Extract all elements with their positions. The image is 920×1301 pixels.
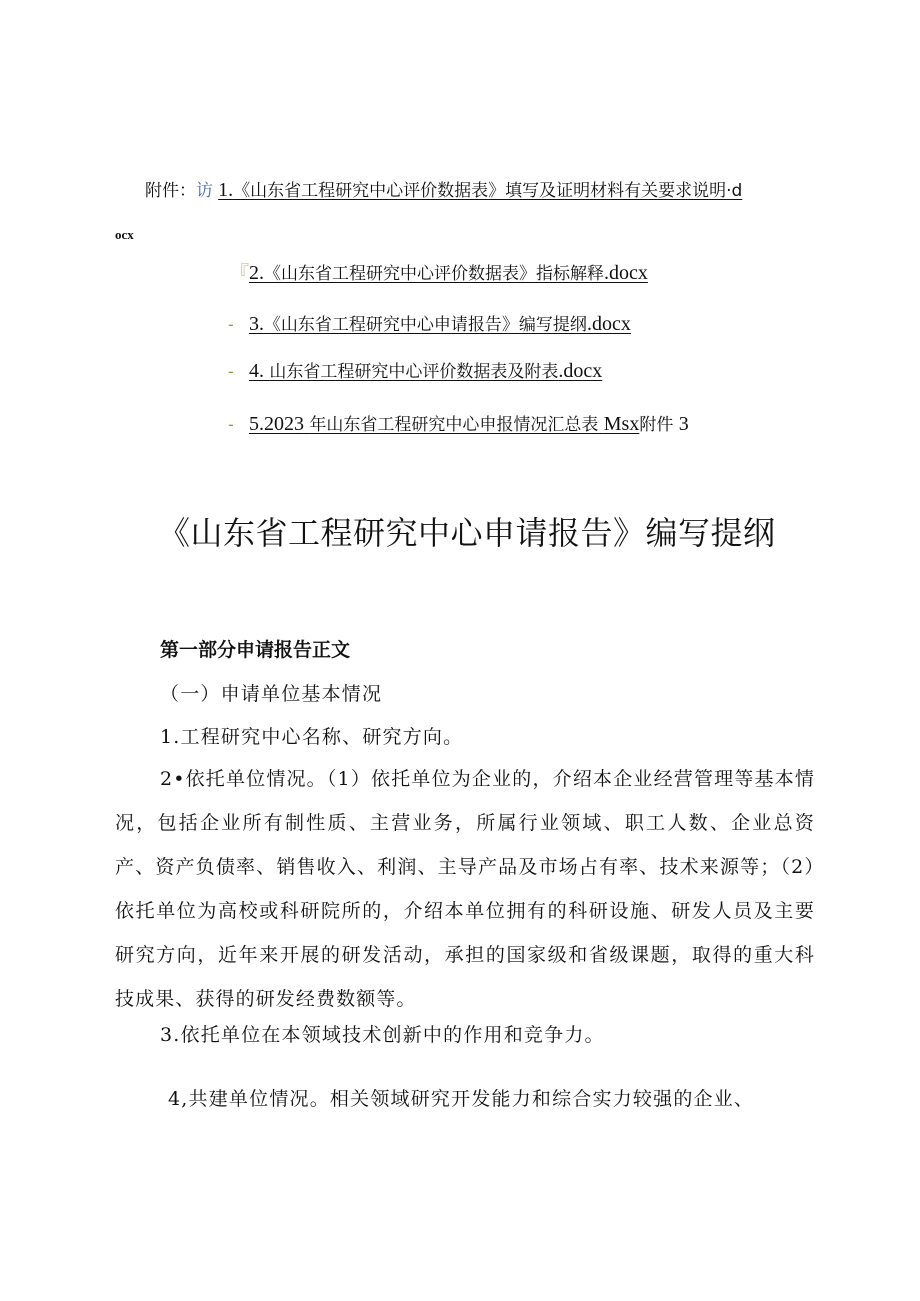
attachment-prefix: 附件： — [145, 181, 196, 201]
attachment-link-1[interactable]: 1.《山东省工程研究中心评价数据表》填写及证明材料有关要求说明·d — [218, 179, 743, 201]
attachment-line-3 — [228, 310, 631, 336]
dash-marker-icon: - — [228, 415, 234, 434]
attachment-line-5 — [228, 410, 689, 436]
part-heading: 第一部分申请报告正文 — [160, 639, 351, 661]
attachment-link-1-wrap[interactable]: ocx — [115, 227, 134, 242]
section-heading-1: （一）申请单位基本情况 — [160, 683, 383, 705]
attachment-line-1 — [145, 176, 742, 202]
dash-marker-icon: - — [228, 315, 234, 334]
item-4: 4,共建单位情况。相关领域研究开发能力和综合实力较强的企业、 — [168, 1088, 755, 1110]
attachment-link-3[interactable]: 3.《山东省工程研究中心申请报告》编写提纲.docx — [248, 313, 631, 335]
attachment-3-label: 附件 3 — [639, 413, 689, 435]
attachment-link-5[interactable]: 5.2023 年山东省工程研究中心申报情况汇总表 Msx — [248, 413, 640, 435]
bracket-marker-icon: 『 — [230, 263, 250, 284]
attachment-link-2[interactable]: 2.《山东省工程研究中心评价数据表》指标解释.docx — [249, 262, 648, 284]
attachment-link-4[interactable]: 4. 山东省工程研究中心评价数据表及附表.docx — [248, 360, 603, 382]
item-2-paragraph: 2•依托单位情况。（1）依托单位为企业的，介绍本企业经营管理等基本情况，包括企业所有制性质、主营业务，所属行业领域、职工人数、企业总资产、资产负债率、销售收入、利润、主导产品及市场占有率、技术来源等；（2）依托单位为高校或科研院所的，介绍本单位拥有的科研设施、研发人员及主要研究方向，近年来开展的研发活动，承担的国家级和省级课题，取得的重大科技成果、获得的研发经费数额等。 — [115, 768, 815, 1010]
item-3: 3.依托单位在本领域技术创新中的作用和竞争力。 — [160, 1024, 605, 1046]
page-title: 《山东省工程研究中心申请报告》编写提纲 — [158, 514, 776, 552]
dash-marker-icon: - — [228, 362, 234, 381]
document-link-icon: 访 — [196, 181, 213, 201]
item-1: 1.工程研究中心名称、研究方向。 — [160, 726, 464, 748]
attachment-line-2 — [230, 258, 648, 285]
attachment-line-4 — [228, 357, 602, 383]
